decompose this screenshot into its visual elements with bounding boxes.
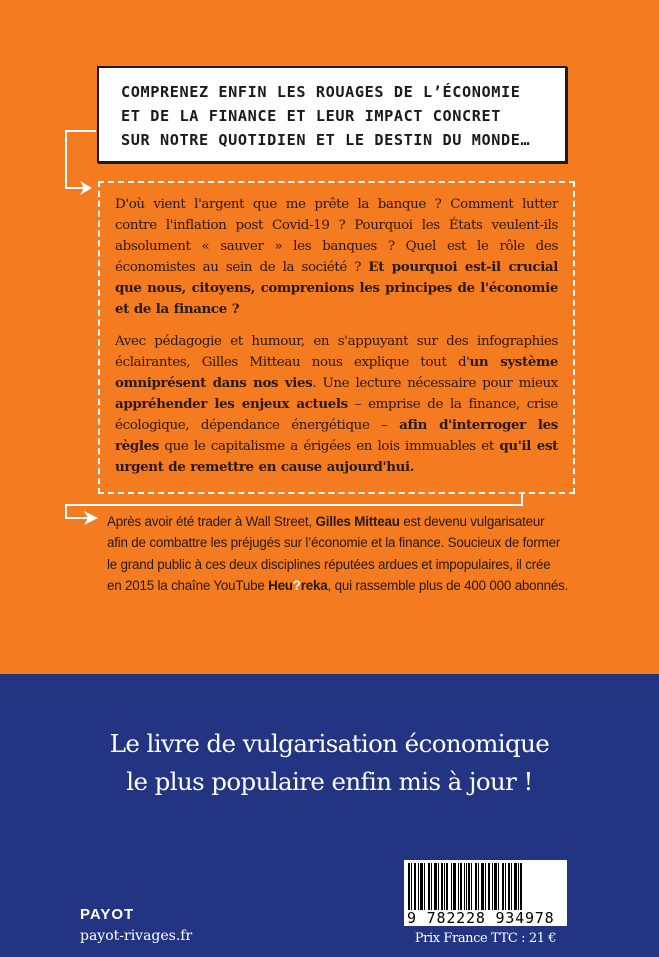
barcode (404, 860, 567, 926)
author-bio (107, 511, 607, 596)
description-emphasis: afin d'interroger les règles (115, 417, 558, 454)
channel-name-part: Heu (268, 577, 293, 593)
bio-text: Après avoir été trader à Wall Street, (107, 514, 316, 529)
description-box (98, 181, 575, 494)
isbn-number: 9 782228 934978 (407, 910, 565, 926)
description-text: D'où vient l'argent que me prête la banque ? Comment lutter contre l'inflation post Covid-19 ? Pourquoi les États veulent-ils absolument « sauver » les banques ? Quel est le rôle des économistes au sein de la société ? (115, 197, 558, 275)
bio-text: en 2015 la chaîne YouTube (107, 577, 269, 593)
headline-box (97, 66, 567, 163)
description-text: – emprise de la finance, crise écologique, dépendance énergétique – (115, 397, 559, 433)
bio-line: le grand public à ces deux disciplines réputées ardues et impopulaires, il crée (107, 556, 551, 572)
description-emphasis: un système omniprésent dans nos vies (115, 354, 558, 391)
description-text: . Une lecture nécessaire pour mieux (312, 376, 558, 391)
price-label: Prix France TTC : 21 € (414, 931, 557, 946)
bio-text: , qui rassemble plus de 400 000 abonnés. (327, 577, 569, 593)
channel-name (268, 578, 327, 593)
description-text: Avec pédagogie et humour, en s'appuyant sur des infographies éclairantes, Gilles Mitteau nous explique tout d' (115, 334, 558, 370)
description-paragraph-1 (115, 194, 558, 320)
publisher-logo: PAYOT (80, 906, 135, 923)
bio-line (107, 575, 607, 596)
publisher-block (80, 906, 192, 946)
description-emphasis: Et pourquoi est-il crucial que nous, citoyens, comprenions les principes de l'économie et de la finance ? (115, 259, 558, 317)
description-emphasis: appréhender les enjeux actuels (115, 396, 348, 412)
tagline-line: le plus populaire enfin mis à jour ! (126, 767, 533, 796)
headline-line: COMPRENEZ ENFIN LES ROUAGES DE L’ÉCONOMIE (121, 83, 521, 101)
tagline-line: Le livre de vulgarisation économique (109, 729, 550, 758)
headline-line: SUR NOTRE QUOTIDIEN ET LE DESTIN DU MONDE… (121, 131, 531, 149)
author-name: Gilles Mitteau (315, 514, 400, 529)
tagline (0, 725, 659, 801)
description-emphasis: qu'il est urgent de remettre en cause aujourd'hui. (115, 438, 558, 475)
headline-line: ET DE LA FINANCE ET LEUR IMPACT CONCRET (121, 107, 502, 125)
description-text: que le capitalisme a érigées en lois immuables et (158, 439, 500, 454)
publisher-website: payot-rivages.fr (80, 928, 193, 944)
channel-question-mark: ? (292, 577, 301, 593)
bio-line (107, 511, 607, 532)
bio-text: est devenu vulgarisateur (399, 514, 545, 529)
description-paragraph-2 (115, 331, 558, 478)
bio-line: afin de combattre les préjugés sur l’économie et la finance. Soucieux de former (107, 535, 561, 551)
barcode-icon (408, 863, 563, 911)
channel-name-part: reka (300, 577, 328, 593)
